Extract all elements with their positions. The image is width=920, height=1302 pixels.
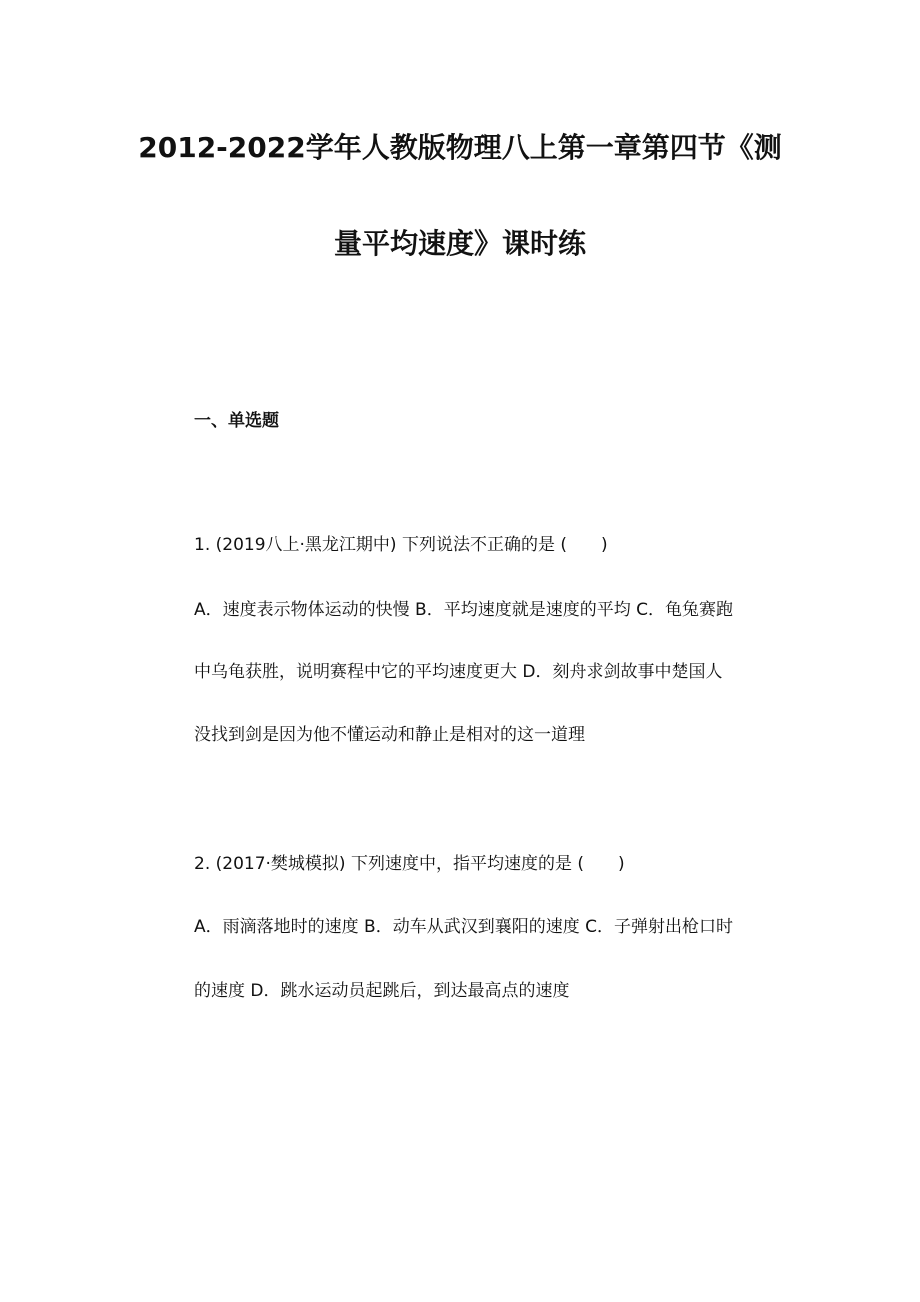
question-1-options-line-2: 中乌龟获胜，说明赛程中它的平均速度更大 D．刻舟求剑故事中楚国人 (194, 662, 723, 682)
question-2-stem: 2. (2017·樊城模拟) 下列速度中，指平均速度的是 ( ) (194, 854, 625, 874)
question-1-options-line-1: A．速度表示物体运动的快慢 B．平均速度就是速度的平均 C．龟兔赛跑 (194, 600, 733, 620)
question-1-options-line-3: 没找到剑是因为他不懂运动和静止是相对的这一道理 (194, 725, 585, 745)
section-heading: 一、单选题 (194, 411, 279, 431)
question-2-options-line-1: A．雨滴落地时的速度 B．动车从武汉到襄阳的速度 C．子弹射出枪口时 (194, 917, 733, 937)
document-title-line-1: 2012-2022学年人教版物理八上第一章第四节《测 (138, 131, 782, 164)
question-1-stem: 1. (2019八上·黑龙江期中) 下列说法不正确的是 ( ) (194, 535, 608, 555)
question-2-options-line-2: 的速度 D．跳水运动员起跳后，到达最高点的速度 (194, 981, 570, 1001)
document-title-line-2: 量平均速度》课时练 (333, 227, 586, 260)
